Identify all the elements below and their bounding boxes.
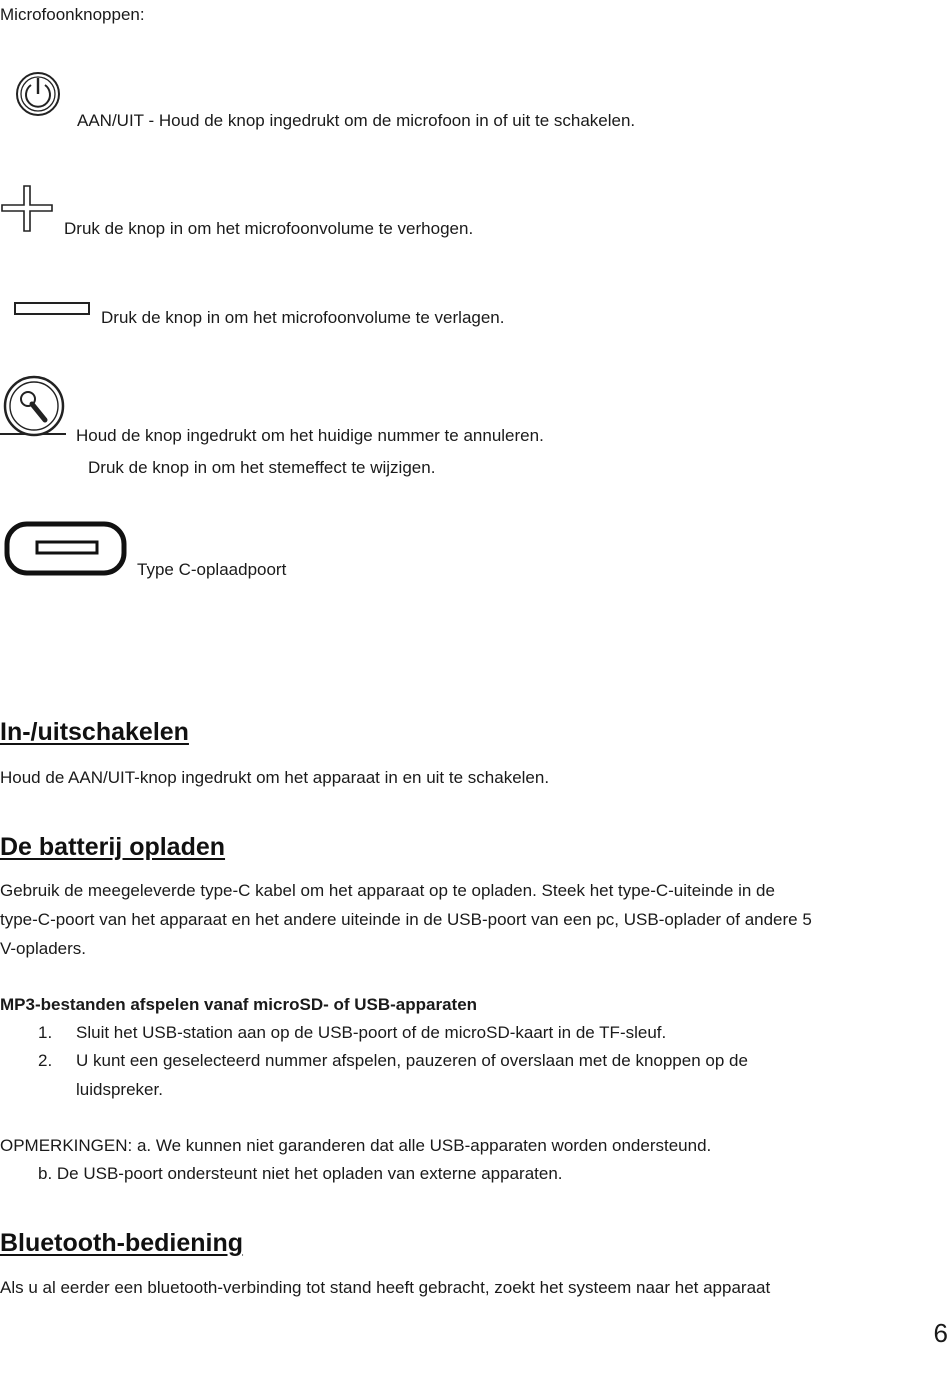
plus-button-description: Druk de knop in om het microfoonvolume te verhogen. [64, 219, 474, 238]
list-item-number: 2. [38, 1051, 53, 1070]
heading-mp3: MP3-bestanden afspelen vanaf microSD- of USB-apparaten [0, 995, 478, 1014]
power-paragraph: Houd de AAN/UIT-knop ingedrukt om het apparaat in en uit te schakelen. [0, 768, 550, 787]
battery-line-1: Gebruik de meegeleverde type-C kabel om het apparaat op te opladen. Steek het type-C-uiteinde in de [0, 881, 775, 900]
page-number: 6 [933, 1318, 948, 1348]
usb-c-port-icon [4, 520, 128, 578]
minus-button-description: Druk de knop in om het microfoonvolume te verlagen. [101, 308, 505, 327]
plus-icon [0, 184, 56, 234]
battery-line-3: V-opladers. [0, 939, 86, 958]
heading-bluetooth: Bluetooth-bediening [0, 1229, 244, 1257]
section-intro: Microfoonknoppen: [0, 5, 145, 24]
heading-power: In-/uitschakelen [0, 718, 189, 746]
microphone-icon [0, 374, 70, 440]
notes-line-1: OPMERKINGEN: a. We kunnen niet garanderen dat alle USB-apparaten worden ondersteund. [0, 1136, 712, 1155]
battery-line-2: type-C-poort van het apparaat en het andere uiteinde in de USB-poort van een pc, USB-oplader of andere 5 [0, 910, 812, 929]
list-item-number: 1. [38, 1023, 53, 1042]
heading-battery: De batterij opladen [0, 833, 226, 861]
power-button-description: AAN/UIT - Houd de knop ingedrukt om de microfoon in of uit te schakelen. [77, 111, 636, 130]
power-icon [14, 70, 62, 118]
list-item: U kunt een geselecteerd nummer afspelen, pauzeren of overslaan met de knoppen op de [76, 1051, 748, 1070]
list-item: Sluit het USB-station aan op de USB-poort of de microSD-kaart in de TF-sleuf. [76, 1023, 667, 1042]
mic-button-description: Houd de knop ingedrukt om het huidige nummer te annuleren. [76, 426, 544, 445]
mic-button-description-2: Druk de knop in om het stemeffect te wijzigen. [88, 458, 436, 477]
notes-line-2: b. De USB-poort ondersteunt niet het opladen van externe apparaten. [38, 1164, 563, 1183]
bluetooth-paragraph: Als u al eerder een bluetooth-verbinding tot stand heeft gebracht, zoekt het systeem naar het apparaat [0, 1278, 771, 1297]
list-item-continuation: luidspreker. [76, 1080, 163, 1099]
minus-icon [12, 300, 94, 318]
usb-c-port-description: Type C-oplaadpoort [137, 560, 287, 579]
